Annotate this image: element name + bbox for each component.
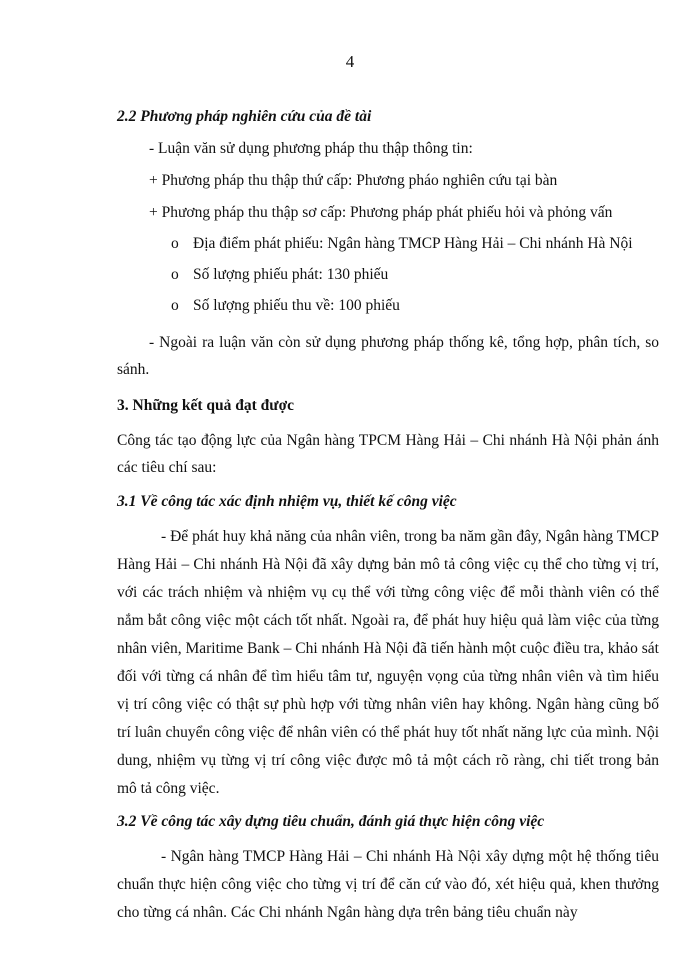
section-3-1-heading: 3.1 Về công tác xác định nhiệm vụ, thiết kế công việc [117, 493, 457, 510]
s22-primary-method: + Phương pháp thu thập sơ cấp: Phương pháp phát phiếu hỏi và phỏng vấn [149, 204, 613, 221]
s22-other-methods: - Ngoài ra luận văn còn sử dụng phương pháp thống kê, tổng hợp, phân tích, so sánh. [117, 334, 659, 378]
bullet-circle-icon: o [171, 235, 179, 252]
s22-secondary-method: + Phương pháp thu thập thứ cấp: Phương pháo nghiên cứu tại bàn [149, 172, 558, 189]
page-content [117, 108, 659, 927]
section-2-2-heading: 2.2 Phương pháp nghiên cứu của đề tài [117, 108, 372, 125]
section-3-2-heading: 3.2 Về công tác xây dựng tiêu chuẩn, đánh giá thực hiện công việc [117, 813, 545, 830]
list-item: o Số lượng phiếu phát: 130 phiếu [171, 266, 389, 283]
bullet-circle-icon: o [171, 266, 179, 283]
s32-paragraph: - Ngân hàng TMCP Hàng Hải – Chi nhánh Hà Nội xây dựng một hệ thống tiêu chuẩn thực hiện công việc cho từng vị trí để căn cứ vào đó, xét hiệu quả, khen thưởng cho từng cá nhân. Các Chi nhánh Ngân hàng dựa trên bảng tiêu chuẩn này [117, 848, 659, 921]
section-3-heading: 3. Những kết quả đạt được [117, 397, 295, 414]
s3-intro: Công tác tạo động lực của Ngân hàng TPCM Hàng Hải – Chi nhánh Hà Nội phản ánh các tiêu chí sau: [117, 432, 659, 476]
survey-details-list [117, 235, 659, 315]
list-item: o Số lượng phiếu thu về: 100 phiếu [171, 297, 400, 314]
list-item: o Địa điểm phát phiếu: Ngân hàng TMCP Hàng Hải – Chi nhánh Hà Nội [171, 235, 633, 252]
s31-paragraph: - Để phát huy khả năng của nhân viên, trong ba năm gần đây, Ngân hàng TMCP Hàng Hải – Chi nhánh Hà Nội đã xây dựng bản mô tả công việc cụ thể cho từng vị trí, với các trách nhiệm và nhiệm vụ cụ thể với từng công việc để mỗi thành viên có thể nắm bắt công việc một cách tốt nhất. Ngoài ra, để phát huy hiệu quả làm việc của từng nhân viên, Maritime Bank – Chi nhánh Hà Nội đã tiến hành một cuộc điều tra, khảo sát đối với từng cá nhân để tìm hiểu tâm tư, nguyện vọng của từng nhân viên và tìm hiểu vị trí công việc có thật sự phù hợp với từng nhân viên hay không. Ngân hàng cũng bố trí luân chuyển công việc để nhân viên có thể phát huy tốt nhất năng lực của mình. Nội dung, nhiệm vụ từng vị trí công việc được mô tả một cách rõ ràng, chi tiết trong bản mô tả công việc. [117, 528, 659, 797]
page-number: 4 [345, 52, 355, 71]
s22-intro: - Luận văn sử dụng phương pháp thu thập thông tin: [149, 140, 473, 157]
bullet-circle-icon: o [171, 297, 179, 314]
